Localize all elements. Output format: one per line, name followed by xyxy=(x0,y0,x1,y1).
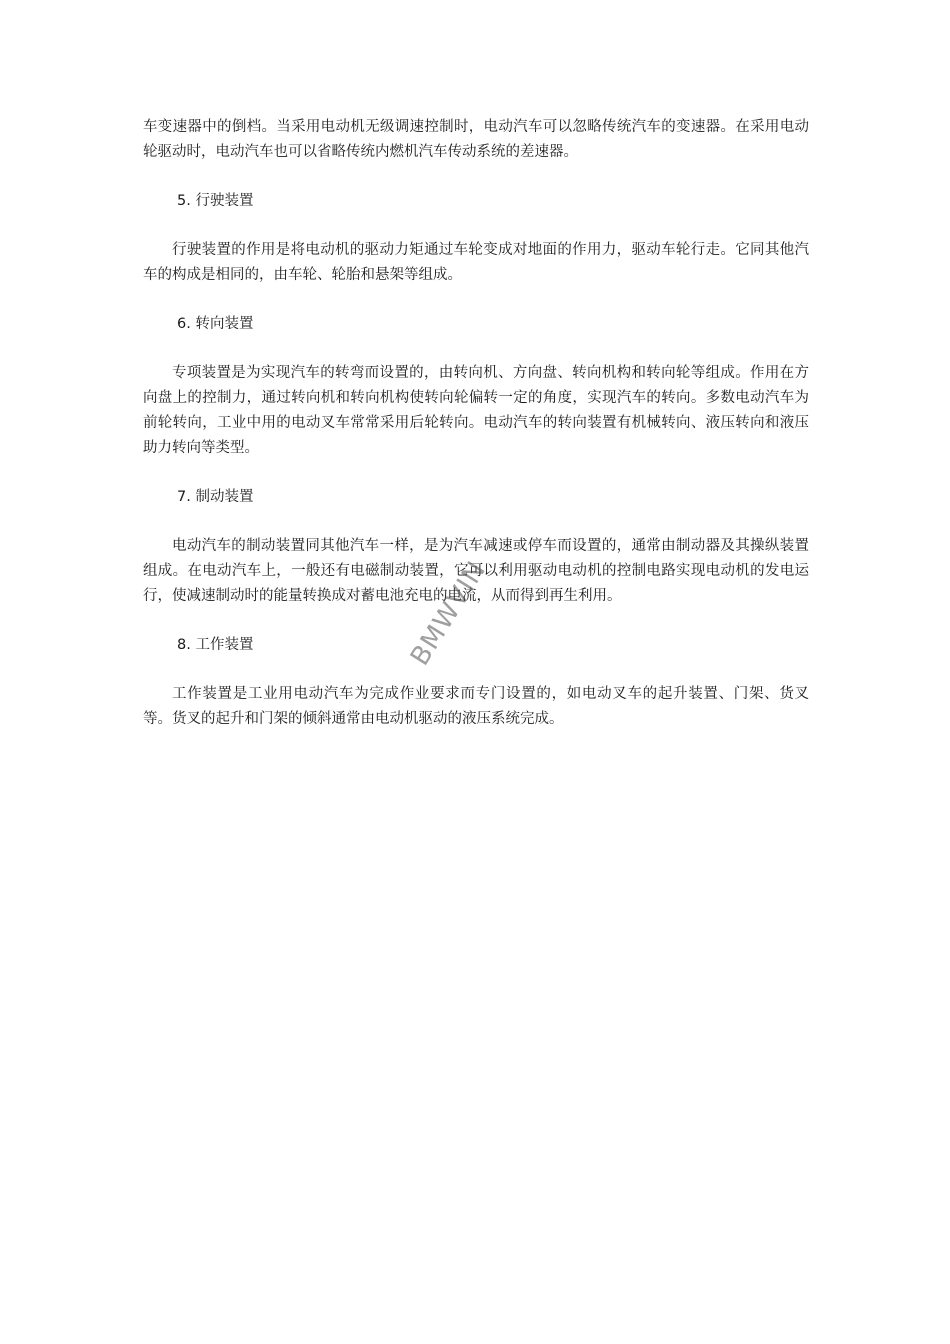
section-heading-8: 8. 工作装置 xyxy=(177,637,254,653)
section-body-7: 电动汽车的制动装置同其他汽车一样，是为汽车减速或停车而设置的，通常由制动器及其操纵装置组成。在电动汽车上，一般还有电磁制动装置，它可以利用驱动电动机的控制电路实现电动机的发电运行，使减速制动时的能量转换成对蓄电池充电的电流，从而得到再生利用。 xyxy=(143,538,809,604)
document-body xyxy=(143,115,809,756)
section-heading-7: 7. 制动装置 xyxy=(177,489,254,505)
section-heading-6: 6. 转向装置 xyxy=(177,316,254,332)
watermark-text: BMWVIN xyxy=(405,555,493,671)
section-body-8: 工作装置是工业用电动汽车为完成作业要求而专门设置的，如电动叉车的起升装置、门架、货叉等。货叉的起升和门架的倾斜通常由电动机驱动的液压系统完成。 xyxy=(143,686,809,727)
section-heading-5: 5. 行驶装置 xyxy=(177,193,254,209)
section-body-6: 专项装置是为实现汽车的转弯而设置的，由转向机、方向盘、转向机构和转向轮等组成。作用在方向盘上的控制力，通过转向机和转向机构使转向轮偏转一定的角度，实现汽车的转向。多数电动汽车为前轮转向，工业中用的电动叉车常常采用后轮转向。电动汽车的转向装置有机械转向、液压转向和液压助力转向等类型。 xyxy=(143,365,809,456)
section-body-5: 行驶装置的作用是将电动机的驱动力矩通过车轮变成对地面的作用力，驱动车轮行走。它同其他汽车的构成是相同的，由车轮、轮胎和悬架等组成。 xyxy=(143,242,809,283)
intro-paragraph: 车变速器中的倒档。当采用电动机无级调速控制时，电动汽车可以忽略传统汽车的变速器。在采用电动轮驱动时，电动汽车也可以省略传统内燃机汽车传动系统的差速器。 xyxy=(143,119,809,160)
